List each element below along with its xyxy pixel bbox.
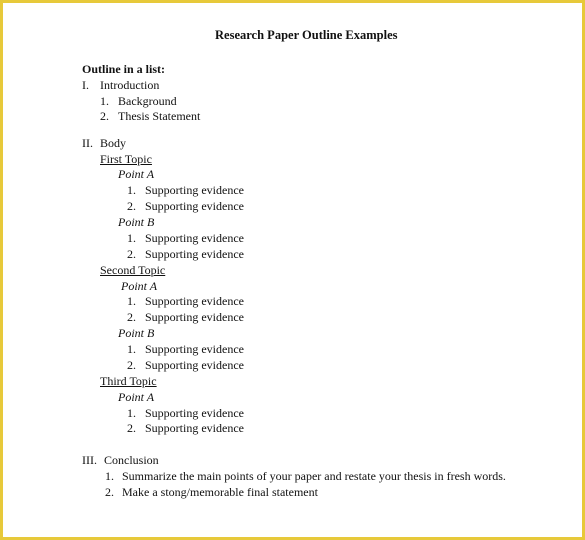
item-number: 1.: [105, 469, 114, 483]
section-numeral: I.: [82, 78, 89, 92]
point-heading: Point A: [121, 279, 158, 293]
item-text: Supporting evidence: [145, 199, 244, 213]
point-heading: Point A: [118, 390, 155, 404]
item-number: 1.: [100, 94, 109, 108]
point-heading: Point B: [118, 326, 155, 340]
item-text: Summarize the main points of your paper and restate your thesis in fresh words.: [122, 469, 506, 483]
item-text: Background: [118, 94, 177, 108]
item-text: Supporting evidence: [145, 358, 244, 372]
item-number: 1.: [127, 183, 136, 197]
section-label: Body: [100, 136, 127, 150]
topic-heading: Third Topic: [100, 374, 157, 388]
item-text: Supporting evidence: [145, 406, 244, 420]
item-text: Supporting evidence: [145, 310, 244, 324]
item-number: 1.: [127, 406, 136, 420]
item-text: Make a stong/memorable final statement: [122, 485, 318, 499]
item-number: 2.: [127, 310, 136, 324]
item-number: 1.: [127, 231, 136, 245]
item-number: 1.: [127, 342, 136, 356]
item-number: 2.: [127, 199, 136, 213]
section-label: Conclusion: [104, 453, 159, 467]
item-text: Supporting evidence: [145, 294, 244, 308]
document-title: Research Paper Outline Examples: [215, 28, 398, 42]
section-numeral: III.: [82, 453, 97, 467]
item-text: Supporting evidence: [145, 247, 244, 261]
item-text: Supporting evidence: [145, 421, 244, 435]
item-text: Supporting evidence: [145, 342, 244, 356]
document-page: [3, 3, 582, 537]
item-number: 2.: [127, 247, 136, 261]
topic-heading: First Topic: [100, 152, 152, 166]
section-numeral: II.: [82, 136, 93, 150]
item-text: Supporting evidence: [145, 183, 244, 197]
item-number: 2.: [127, 421, 136, 435]
point-heading: Point B: [118, 215, 155, 229]
item-number: 1.: [127, 294, 136, 308]
item-number: 2.: [100, 109, 109, 123]
item-number: 2.: [127, 358, 136, 372]
point-heading: Point A: [118, 167, 155, 181]
item-text: Thesis Statement: [118, 109, 201, 123]
outline-subtitle: Outline in a list:: [82, 62, 166, 76]
item-number: 2.: [105, 485, 114, 499]
section-label: Introduction: [100, 78, 160, 92]
item-text: Supporting evidence: [145, 231, 244, 245]
topic-heading: Second Topic: [100, 263, 166, 277]
